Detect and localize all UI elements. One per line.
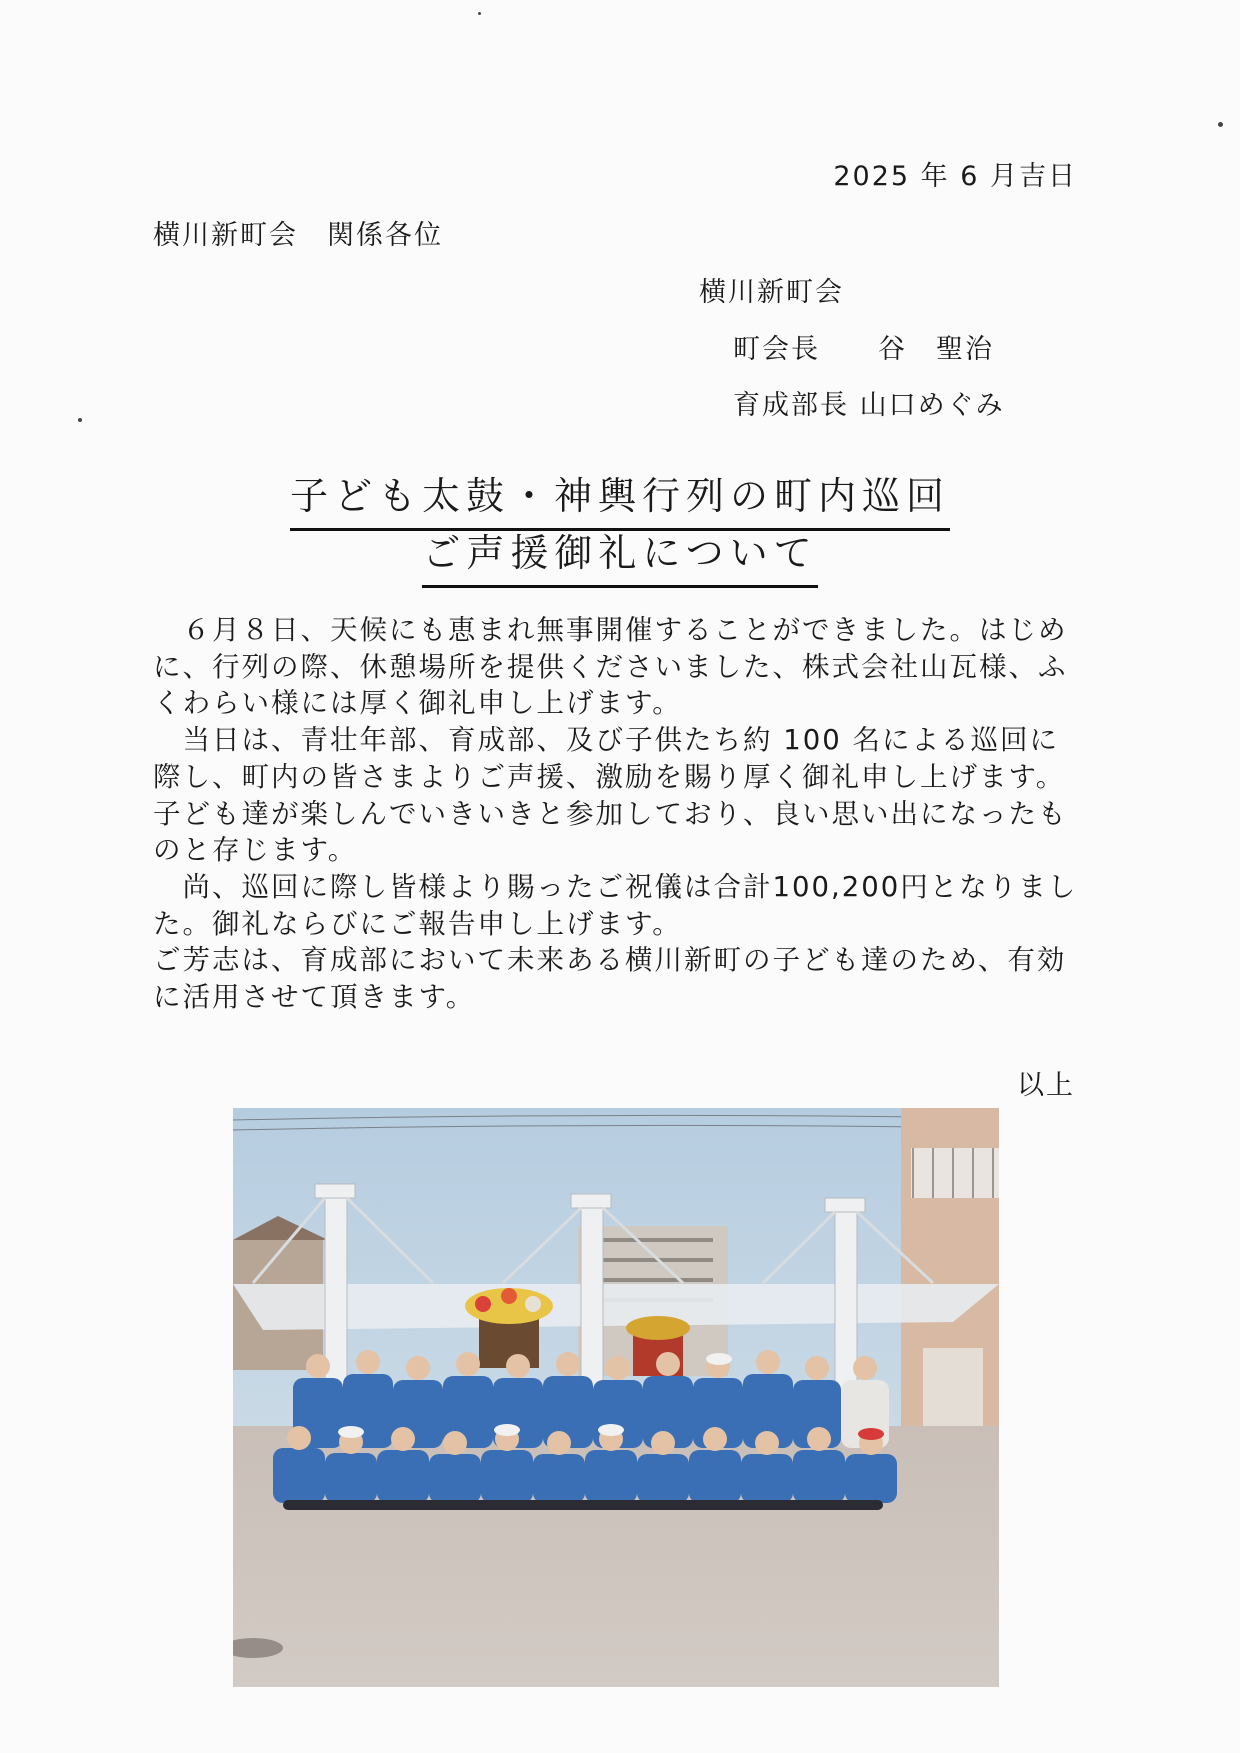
- closing-remark: 以上: [1017, 1070, 1075, 1101]
- addressee: 横川新町会 関係各位: [153, 220, 443, 251]
- paper-speck: [478, 12, 481, 15]
- title-line-2: [0, 522, 1240, 588]
- paper-speck: [1218, 122, 1223, 127]
- sender-organization: 横川新町会: [699, 277, 844, 308]
- body-paragraph-4: ご芳志は、育成部において未来ある横川新町の子ども達のため、有効に活用させて頂きます。: [153, 944, 1067, 1014]
- sender-chairman: 町会長 谷 聖治: [733, 334, 994, 365]
- title-line-1-text: 子ども太鼓・神輿行列の町内巡回: [290, 465, 950, 531]
- letter-date: 2025 年 6 月吉日: [833, 161, 1077, 192]
- body-paragraph-2: 当日は、青壮年部、育成部、及び子供たち約 100 名による巡回に際し、町内の皆さまよりご声援、激励を賜り厚く御礼申し上げます。子ども達が楽しんでいきいきと参加しており、良い思い出になったものと存じます。: [153, 724, 1068, 867]
- letter-body: [153, 612, 1083, 1016]
- group-photo: [233, 1108, 999, 1687]
- title-line-2-text: ご声援御礼について: [422, 522, 817, 588]
- sender-youth-leader: 育成部長 山口めぐみ: [733, 390, 1005, 421]
- body-paragraph-1: ６月８日、天候にも恵まれ無事開催することができました。はじめに、行列の際、休憩場所を提供くださいました、株式会社山瓦様、ふくわらい様には厚く御礼申し上げます。: [153, 614, 1068, 720]
- paper-speck: [78, 418, 82, 422]
- body-paragraph-3: 尚、巡回に際し皆様より賜ったご祝儀は合計100,200円となりました。御礼ならびにご報告申し上げます。: [153, 870, 1078, 940]
